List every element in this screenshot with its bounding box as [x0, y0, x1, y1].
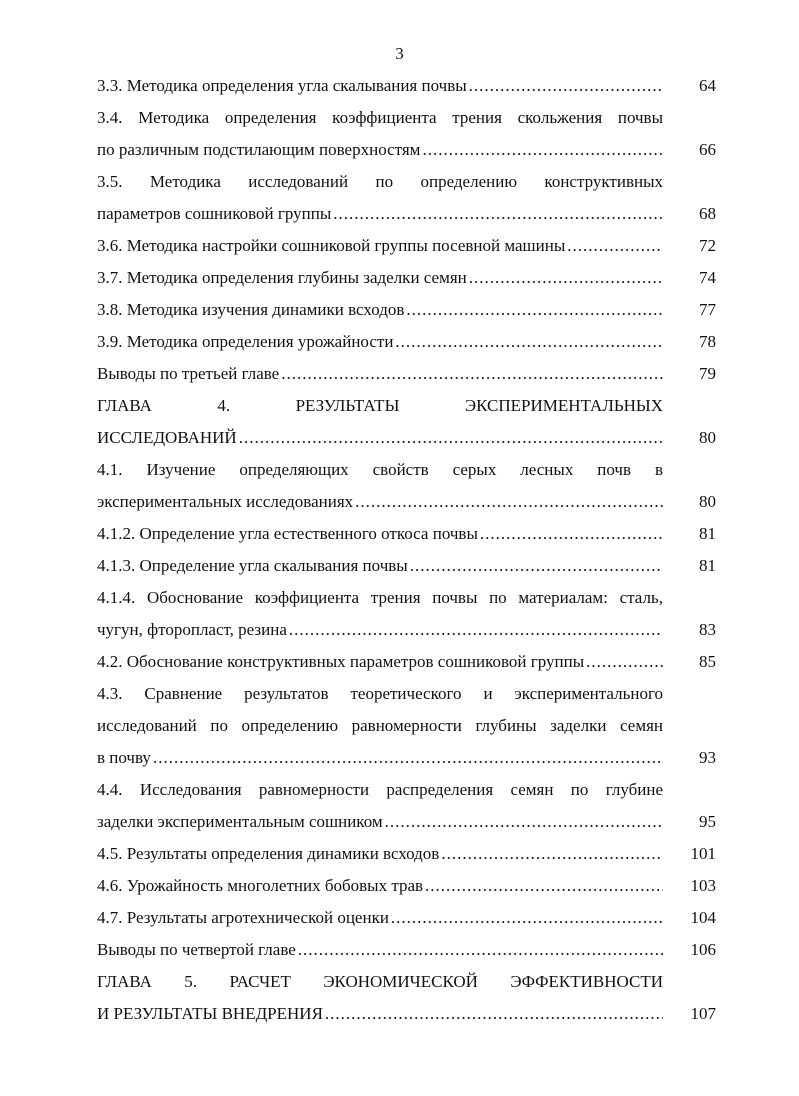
toc-page-number: 101: [690, 844, 716, 863]
toc-entry-title-text: 3.7. Методика определения глубины заделки семян: [97, 268, 467, 287]
toc-leader-dots: [469, 70, 663, 102]
toc-leader-dots: [406, 294, 663, 326]
toc-entry-title-line: 4.3. Сравнение результатов теоретического и экспериментального: [97, 684, 663, 703]
toc-entry-title-line: 4.4. Исследования равномерности распределения семян по глубине: [97, 780, 663, 799]
toc-page-number: 83: [699, 620, 716, 639]
toc-entry-title-text: 4.1.2. Определение угла естественного откоса почвы: [97, 524, 478, 543]
toc-leader-dots: [586, 646, 663, 678]
toc-entry-title-text: Выводы по третьей главе: [97, 364, 280, 383]
toc-entry-title-line: [97, 486, 663, 518]
toc-page-number: 93: [699, 748, 716, 767]
toc-entry-title-line: [97, 998, 663, 1030]
toc-entry-title-text: 4.1.3. Определение угла скалывания почвы: [97, 556, 408, 575]
toc-leader-dots: [153, 742, 663, 774]
toc-entry: [97, 166, 663, 230]
toc-page-number: 95: [699, 812, 716, 831]
toc-entry: [97, 774, 663, 838]
toc-entry-title-line: ГЛАВА 4. РЕЗУЛЬТАТЫ ЭКСПЕРИМЕНТАЛЬНЫХ: [97, 396, 663, 415]
toc-entry-title-text: по различным подстилающим поверхностям: [97, 140, 421, 159]
toc-entry: [97, 582, 663, 646]
toc-entry: [97, 902, 663, 934]
toc-entry-title-text: 3.9. Методика определения урожайности: [97, 332, 394, 351]
toc-page-number: 81: [699, 556, 716, 575]
toc-leader-dots: [333, 198, 663, 230]
toc-entry-title-line: 4.1.4. Обоснование коэффициента трения почвы по материалам: сталь,: [97, 588, 663, 607]
toc-entry: [97, 70, 663, 102]
toc-entry-title-line: [97, 870, 663, 902]
toc-entry-title-line: [97, 550, 663, 582]
toc-entry-title-line: [97, 358, 663, 390]
toc-page-number: 66: [699, 140, 716, 159]
toc-page-number: 68: [699, 204, 716, 223]
toc-page-number: 64: [699, 76, 716, 95]
toc-page-number: 80: [699, 428, 716, 447]
toc-entry: [97, 102, 663, 166]
toc-entry-title-line: [97, 262, 663, 294]
toc-leader-dots: [425, 870, 663, 902]
toc-page-number: 72: [699, 236, 716, 255]
toc-entry-title-text: заделки экспериментальным сошником: [97, 812, 383, 831]
toc-entry-title-line: [97, 934, 663, 966]
toc-leader-dots: [391, 902, 663, 934]
toc-entry-title-text: 4.6. Урожайность многолетних бобовых трав: [97, 876, 424, 895]
toc-entry-title-text: Выводы по четвертой главе: [97, 940, 296, 959]
toc-leader-dots: [289, 614, 663, 646]
toc-entry-title-line: [97, 198, 663, 230]
toc-entry: [97, 294, 663, 326]
toc-entry: [97, 678, 663, 774]
toc-entry-title-line: [97, 742, 663, 774]
toc-page-number: 107: [690, 1004, 716, 1023]
toc-entry-title-line: [97, 838, 663, 870]
toc-entry: [97, 390, 663, 454]
toc-page-number: 79: [699, 364, 716, 383]
toc-entry: [97, 550, 663, 582]
toc-leader-dots: [410, 550, 663, 582]
toc-entry-title-line: [97, 294, 663, 326]
toc-entry-title-text: И РЕЗУЛЬТАТЫ ВНЕДРЕНИЯ: [97, 1004, 323, 1023]
toc-entry-title-line: [97, 518, 663, 550]
toc-entry-title-text: ИССЛЕДОВАНИЙ: [97, 428, 237, 447]
toc-entry-title-line: [97, 70, 663, 102]
toc-entry-title-text: 4.2. Обоснование конструктивных параметров сошниковой группы: [97, 652, 585, 671]
toc-page-number: 77: [699, 300, 716, 319]
toc-entry: [97, 454, 663, 518]
toc-leader-dots: [239, 422, 663, 454]
toc-entry-title-line: [97, 646, 663, 678]
toc-entry-title-text: 3.3. Методика определения угла скалывания почвы: [97, 76, 467, 95]
toc-entry: [97, 966, 663, 1030]
toc-page-number: 74: [699, 268, 716, 287]
toc-entry-title-line: 4.1. Изучение определяющих свойств серых лесных почв в: [97, 460, 663, 479]
toc-entry-title-text: 4.7. Результаты агротехнической оценки: [97, 908, 389, 927]
toc-entry-title-line: [97, 614, 663, 646]
toc-leader-dots: [385, 806, 663, 838]
toc-entry-title-line: [97, 326, 663, 358]
toc-entry-title-text: 4.5. Результаты определения динамики всходов: [97, 844, 440, 863]
toc-entry-title-text: экспериментальных исследованиях: [97, 492, 354, 511]
toc-leader-dots: [281, 358, 663, 390]
toc-entry: [97, 870, 663, 902]
toc-page-number: 78: [699, 332, 716, 351]
toc-entry-title-line: исследований по определению равномерности глубины заделки семян: [97, 716, 663, 735]
toc-entry-title-text: чугун, фторопласт, резина: [97, 620, 287, 639]
toc-leader-dots: [441, 838, 663, 870]
toc-entry-title-text: в почву: [97, 748, 151, 767]
toc-entry-title-line: 3.4. Методика определения коэффициента трения скольжения почвы: [97, 108, 663, 127]
toc-entry-title-text: параметров сошниковой группы: [97, 204, 332, 223]
toc-entry-title-line: [97, 134, 663, 166]
toc-leader-dots: [422, 134, 663, 166]
toc-page-number: 81: [699, 524, 716, 543]
toc-entry: [97, 838, 663, 870]
toc-leader-dots: [325, 998, 663, 1030]
toc-entry-title-text: 3.6. Методика настройки сошниковой группы посевной машины: [97, 236, 566, 255]
toc-leader-dots: [480, 518, 663, 550]
toc-page-number: 104: [690, 908, 716, 927]
toc-entry: [97, 262, 663, 294]
toc-entry-title-line: [97, 806, 663, 838]
toc-leader-dots: [567, 230, 663, 262]
toc-entry: [97, 646, 663, 678]
toc-leader-dots: [395, 326, 663, 358]
toc-entry-title-line: ГЛАВА 5. РАСЧЕТ ЭКОНОМИЧЕСКОЙ ЭФФЕКТИВНОСТИ: [97, 972, 663, 991]
toc-entry: [97, 326, 663, 358]
toc-leader-dots: [355, 486, 663, 518]
toc-entry: [97, 358, 663, 390]
toc-leader-dots: [298, 934, 663, 966]
toc-leader-dots: [469, 262, 663, 294]
toc-entry-title-line: [97, 902, 663, 934]
toc-page-number: 106: [690, 940, 716, 959]
toc-entry-title-line: [97, 422, 663, 454]
toc-entry-title-line: 3.5. Методика исследований по определению конструктивных: [97, 172, 663, 191]
toc-page-number: 103: [690, 876, 716, 895]
toc-page-number: 80: [699, 492, 716, 511]
toc-page-number: 85: [699, 652, 716, 671]
toc-entry: [97, 230, 663, 262]
toc-entry-title-line: [97, 230, 663, 262]
toc-entry: [97, 518, 663, 550]
page-number: 3: [395, 44, 404, 63]
toc-entry-title-text: 3.8. Методика изучения динамики всходов: [97, 300, 405, 319]
toc-entry: [97, 934, 663, 966]
